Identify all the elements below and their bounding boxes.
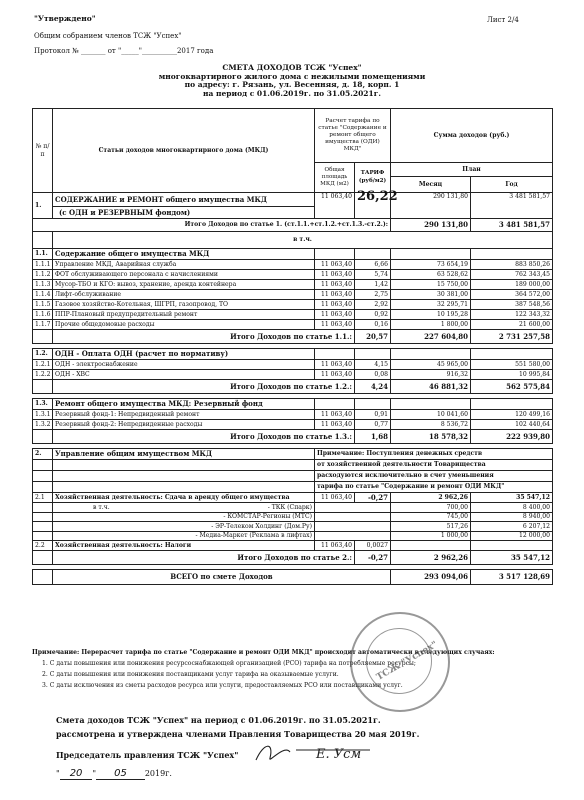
footer-statement (56, 713, 419, 741)
section-row: 1.3. Ремонт общего имущества МКД: Резервный фонд (33, 399, 553, 410)
sub-row-year: 12 000,00 (471, 531, 553, 541)
row-month: 45 965,00 (391, 360, 471, 370)
total-row: Итого Доходов по статье 1.2.: 4,24 46 881,32 562 575,84 (33, 380, 553, 394)
row-year: 364 572,00 (471, 290, 553, 300)
title-line-3: по адресу: г. Рязань, ул. Весенняя, д. 18, корп. 1 (184, 80, 400, 89)
table-row (33, 420, 553, 430)
row-number: 1.1.6 (33, 310, 53, 320)
row-area: 11 063,40 (315, 270, 355, 280)
row-month: 916,32 (391, 370, 471, 380)
table-row: 2.1 Хозяйственная деятельность: Сдача в аренду общего имущества 11 063,40 -0,27 2 962,26 35 547,12 (33, 493, 553, 503)
row-area: 11 063,40 (315, 320, 355, 330)
row-tariff: 0,77 (355, 420, 391, 430)
table-row (33, 522, 553, 532)
row-year: 387 548,56 (471, 300, 553, 310)
row-month: 30 381,00 (391, 290, 471, 300)
table-row (33, 270, 553, 280)
table-header-row (33, 109, 553, 163)
row-year: 122 343,32 (471, 310, 553, 320)
section-row: 1.1. Содержание общего имущества МКД (33, 249, 553, 260)
row-tariff: 2,75 (355, 290, 391, 300)
table-row (33, 280, 553, 290)
section-row: 1.2. ОДН - Оплата ОДН (расчет по нормативу) (33, 349, 553, 360)
row-article: Резервный фонд-1: Непредвиденный ремонт (53, 410, 315, 420)
row-number: 1.1.4 (33, 290, 53, 300)
assembly-line: Общим собранием членов ТСЖ "Успех" (34, 32, 182, 40)
row-month: 10 195,28 (391, 310, 471, 320)
table-row (33, 290, 553, 300)
title-line-4: на период с 01.06.2019г. по 31.05.2021г. (203, 88, 381, 98)
total-row: Итого Доходов по статье 1. (ст.1.1.+ст.1.2.+ст.1.3.-ст.2.): 290 131,80 3 481 581,57 (33, 219, 553, 232)
sub-row-month: 745,00 (391, 512, 471, 522)
row-tariff: 0,91 (355, 410, 391, 420)
sub-row-article: в т.ч. - ТКК (Спарк) (53, 503, 315, 513)
table-row (33, 410, 553, 420)
row-number: 1.1.7 (33, 320, 53, 330)
stamp-marks (350, 612, 450, 712)
row-area: 11 063,40 (315, 410, 355, 420)
row-month: 32 295,71 (391, 300, 471, 310)
row-article: ОДН - электроснабжение (53, 360, 315, 370)
grand-total-row: ВСЕГО по смете Доходов 293 094,06 3 517 128,69 (33, 570, 553, 585)
sub-row-article: - ЭР-Телеком Холдинг (Дом.Ру) (53, 522, 315, 532)
header-year: Год (471, 177, 553, 193)
table-row (33, 370, 553, 380)
row-tariff: 2,92 (355, 300, 391, 310)
table-row (33, 320, 553, 330)
row-article: Прочие общедомовые расходы (53, 320, 315, 330)
chairman-label: Председатель правления ТСЖ "Успех" (56, 750, 239, 760)
header-tariff: ТАРИФ (руб/м2) (355, 163, 391, 193)
sheet-number: Лист 2/4 (487, 16, 519, 24)
row-month: 73 654,19 (391, 260, 471, 270)
footer-line-1: Смета доходов ТСЖ "Успех" на период с 01.06.2019г. по 31.05.2021г. (56, 715, 381, 725)
row-number: 1.2.1 (33, 360, 53, 370)
row-area: 11 063,40 (315, 420, 355, 430)
header-tariff-calc: Расчет тарифа по статье "Содержание и ремонт общего имущества (ОДИ) МКД" (315, 109, 391, 163)
header-month: Месяц (391, 177, 471, 193)
sub-row-month: 700,00 (391, 503, 471, 513)
row-month: 8 536,72 (391, 420, 471, 430)
row-area: 11 063,40 (315, 280, 355, 290)
row-tariff: 4,15 (355, 360, 391, 370)
row-article: ППР-Плановый предупредительный ремонт (53, 310, 315, 320)
title-line-1: СМЕТА ДОХОДОВ ТСЖ "Успех" (222, 63, 362, 72)
row-number: 1.1.5 (33, 300, 53, 310)
row-month: 63 528,62 (391, 270, 471, 280)
table-row (33, 512, 553, 522)
row-article: ОДН - ХВС (53, 370, 315, 380)
table-row (33, 503, 553, 513)
document-title (0, 64, 584, 98)
row-area: 11 063,40 (315, 300, 355, 310)
table-row (33, 531, 553, 541)
sub-row-month: 517,26 (391, 522, 471, 532)
row-article: Мусор-ТБО и КГО: вывоз, хранение, аренда контейнера (53, 280, 315, 290)
section-row: 2. Управление общим имуществом МКД Примечание: Поступления денежных средств (33, 449, 553, 460)
total-row: Итого Доходов по статье 1.3.: 1,68 18 578,32 222 939,80 (33, 430, 553, 444)
row-month: 15 750,00 (391, 280, 471, 290)
sub-row-year: 8 940,00 (471, 512, 553, 522)
approved-label: "Утверждено" (34, 14, 96, 23)
sub-row-month: 1 000,00 (391, 531, 471, 541)
row-area: 11 063,40 (315, 260, 355, 270)
signing-date: " 20 " 05 2019г. (56, 768, 172, 779)
header-num: № п/п (33, 109, 53, 193)
row-number: 1.1.3 (33, 280, 53, 290)
row-article: ФОТ обслуживающего персонала с начислениями (53, 270, 315, 280)
title-line-2: многоквартирного жилого дома с нежилыми помещениями (158, 71, 426, 81)
row-area: 11 063,40 (315, 370, 355, 380)
row-tariff: 1,42 (355, 280, 391, 290)
row-number: 1.1.1 (33, 260, 53, 270)
row-year: 10 995,84 (471, 370, 553, 380)
sub-row-article: - Медиа-Маркет (Реклама в лифтах) (53, 531, 315, 541)
row-year: 883 850,26 (471, 260, 553, 270)
stamp-text: ТСЖ "Успех" (374, 639, 440, 683)
table-row (33, 360, 553, 370)
row-month: 10 041,60 (391, 410, 471, 420)
income-table: № п/п Статьи доходов многоквартирного дома (МКД) Расчет тарифа по статье "Содержание и ремонт общего имущества (ОДИ) МКД" Сумма доходов (руб.) Общая площадь МКД (м2) ТАРИФ (руб/м2) План Месяц Год 1. СОДЕРЖАНИЕ и РЕМОНТ общего имущества МКД 11 063,40 26,22 290 131,80 3 481 581,57 (с ОДН и РЕЗЕРВНЫМ фондом) Итого Доходов по статье 1. (ст.1.1.+ст.1.2.+ст.1.3.-ст.2.): 290 131,80 3 481 581,57 в т.ч. 1.1. Содержание общего имущества МКД 1.1.1 Управление МКД, Аварийная служба 11 063,40 6,66 73 654,19 883 850,26 1.1.2 ФОТ обслуживающего персонала с начислениями 11 063,40 5,74 63 528,62 762 343,45 1.1.3 Мусор-ТБО и КГО: вывоз, хранение, аренда контейнера 11 063,40 1,42 15 750,00 189 000,00 1.1.4 Лифт-обслуживание 11 063,40 2,75 30 381,00 364 572,00 1.1.5 Газовое хозяйство-Котельная, ШГРП, газопровод, ТО 11 063,40 2,92 32 295,71 387 548,56 1.1.6 ППР-Плановый предупредительный ремонт 11 063,40 0,92 10 195,28 122 343,32 1.1.7 Прочие общедомовые расходы 11 063,40 0,16 1 800,00 21 600,00 Итого Доходов по статье 1.1.: 20,57 227 604,80 2 731 257,58 1.2. ОДН - Оплата ОДН (расчет по нормативу) 1.2.1 ОДН - электроснабжение 11 063,40 4,15 45 965,00 551 580,00 1.2.2 ОДН - ХВС 11 063,40 0,08 916,32 10 995,84 Итого Доходов по статье 1.2.: 4,24 46 881,32 562 575,84 1.3. Ремонт общего имущества МКД: Резервный фонд 1.3.1 Резервный фонд-1: Непредвиденный ремонт 11 063,40 0,91 10 041,60 120 499,16 1.3.2 Резервный фонд-2: Непредвиденные расходы 11 063,40 0,77 8 536,72 102 440,64 Итого Доходов по статье 1.3.: 1,68 18 578,32 222 939,80 2. Управление общим имуществом МКД Примечание: Поступления денежных средств от хозяйственной деятельности Товарищества расходуются исключительно в счет уменьшения тарифа по статье "Содержание и ремонт ОДИ МКД" 2.1 Хозяйственная деятельность: Сдача в аренду общего имущества 11 063,40 -0,27 2 962,26 35 547,12 в т.ч. - ТКК (Спарк) 700,00 8 400,00 - КОМСТАР-Регионы (МТС) 745,00 8 940,00 - ЭР-Телеком Холдинг (Дом.Ру) 517,26 6 207,12 - Медиа-Маркет (Реклама в лифтах) 1 000,00 12 000,00 2.2 Хозяйственная деятельность: Налоги 11 063,40 0,0027 Итого Доходов по статье 2.: -0,27 2 962,26 35 547,12 ВСЕГО по смете Доходов 293 094,06 3 517 128,69 (32, 108, 553, 585)
row-area: 11 063,40 (315, 360, 355, 370)
row-tariff: 5,74 (355, 270, 391, 280)
row-number: 1.2.2 (33, 370, 53, 380)
row-tariff: 0,08 (355, 370, 391, 380)
row-tariff: 0,92 (355, 310, 391, 320)
note-intro: Примечание: Перерасчет тарифа по статье "Содержание и ремонт ОДИ МКД" происходит автоматически в следующих случаях: (32, 649, 495, 656)
row-article: Газовое хозяйство-Котельная, ШГРП, газопровод, ТО (53, 300, 315, 310)
row-article: Лифт-обслуживание (53, 290, 315, 300)
table-row: 2.2 Хозяйственная деятельность: Налоги 11 063,40 0,0027 (33, 541, 553, 551)
note-1: 1. С даты повышения или понижения ресурсоснабжающей организацией (РСО) тарифа на потребляемые ресурсы; (42, 660, 416, 667)
row-number: 1.3.1 (33, 410, 53, 420)
row-tariff: 6,66 (355, 260, 391, 270)
row-year: 551 580,00 (471, 360, 553, 370)
row-article: Резервный фонд-2: Непредвиденные расходы (53, 420, 315, 430)
row-tariff: 0,16 (355, 320, 391, 330)
row-year: 762 343,45 (471, 270, 553, 280)
total-row: Итого Доходов по статье 1.1.: 20,57 227 604,80 2 731 257,58 (33, 330, 553, 344)
protocol-line: Протокол № _______ от "_____"__________2017 года (34, 47, 214, 55)
note-3: 3. С даты исключения из сметы расходов ресурса или услуги, предоставляемых РСО или поставщиками услуг. (42, 682, 403, 689)
row-area: 11 063,40 (315, 290, 355, 300)
header-income: Сумма доходов (руб.) (391, 109, 553, 163)
table-row: 1. СОДЕРЖАНИЕ и РЕМОНТ общего имущества МКД 11 063,40 26,22 290 131,80 3 481 581,57 (33, 193, 553, 207)
row-area: 11 063,40 (315, 310, 355, 320)
sub-row-year: 8 400,00 (471, 503, 553, 513)
row-year: 189 000,00 (471, 280, 553, 290)
header-article: Статьи доходов многоквартирного дома (МКД) (53, 109, 315, 193)
row-year: 21 600,00 (471, 320, 553, 330)
table-row (33, 260, 553, 270)
row-year: 120 499,16 (471, 410, 553, 420)
note-2: 2. С даты повышения или понижения поставщиками услуг тарифа на оказываемые услуги. (42, 671, 339, 678)
row-month: 1 800,00 (391, 320, 471, 330)
header-plan: План (391, 163, 553, 177)
table-row (33, 310, 553, 320)
header-area: Общая площадь МКД (м2) (315, 163, 355, 193)
table-row (33, 300, 553, 310)
total-row: Итого Доходов по статье 2.: -0,27 2 962,26 35 547,12 (33, 551, 553, 565)
row-number: 1.3.2 (33, 420, 53, 430)
sub-row-year: 6 207,12 (471, 522, 553, 532)
row-year: 102 440,64 (471, 420, 553, 430)
signature (250, 738, 390, 768)
row-number: 1.1.2 (33, 270, 53, 280)
row-article: Управление МКД, Аварийная служба (53, 260, 315, 270)
footer-line-2: рассмотрена и утверждена членами Правления Товарищества 20 мая 2019г. (56, 729, 420, 739)
svg-text:Е. Усм: Е. Усм (316, 747, 362, 762)
sub-row-article: - КОМСТАР-Регионы (МТС) (53, 512, 315, 522)
